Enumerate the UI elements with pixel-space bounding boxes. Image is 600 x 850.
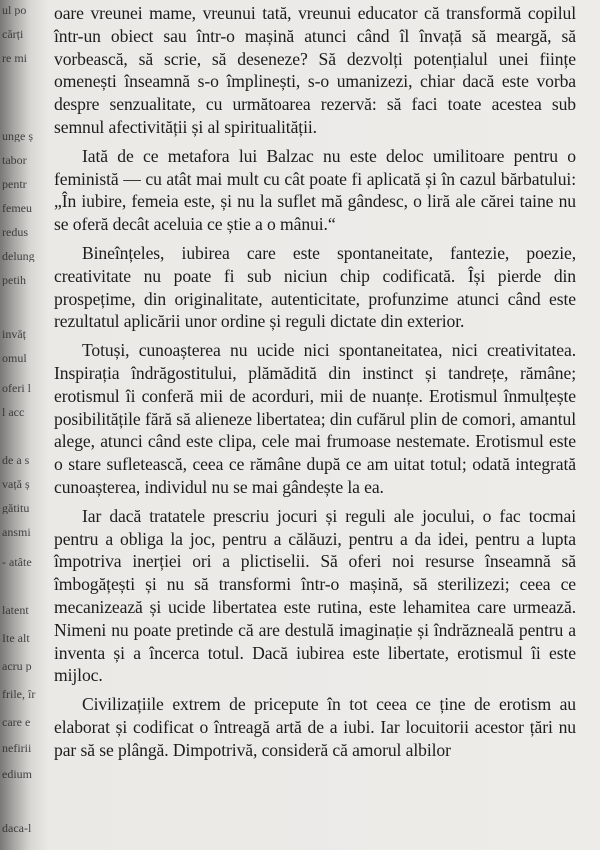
gutter-fragment: invăț	[2, 328, 26, 340]
gutter-fragment: l acc	[2, 406, 25, 418]
gutter-fragment: redus	[2, 226, 28, 238]
paragraph: Civilizațiile extrem de pricepute în tot ceea ce ține de erotism au elaborat și codificat o întreagă artă de a iubi. Iar locuitorii acestor țări nu par să se plângă. Dimpotrivă, consideră că amorul albilor	[54, 694, 576, 760]
gutter-fragment: nefirii	[2, 742, 32, 754]
gutter-fragment: edium	[2, 768, 32, 780]
gutter-fragment: re mi	[2, 52, 27, 64]
gutter-fragment: daca-l	[2, 822, 32, 834]
gutter-fragment: cărți	[2, 28, 24, 40]
gutter-fragment: - atâte	[2, 556, 32, 568]
gutter-fragment: latent	[2, 604, 29, 616]
facing-page-edge	[0, 0, 48, 850]
gutter-fragment: vață ș	[2, 478, 30, 490]
gutter-fragment: de a s	[2, 454, 30, 466]
gutter-fragment: oferi l	[2, 382, 31, 394]
gutter-fragment: ansmi	[2, 526, 31, 538]
gutter-fragment: pentr	[2, 178, 27, 190]
gutter-fragment: frile, îr	[2, 688, 36, 700]
gutter-fragment: petih	[2, 274, 26, 286]
paragraph: oare vreunei mame, vreunui tată, vreunui educator că transformă copilul într-un obiect sau într-o mașină atunci când îl învață să meargă, să vorbească, să scrie, să deseneze? Să dezvolți potențialul unei ființe omenești înseamnă s-o împlinești, s-o umanizezi, chiar dacă este vorba despre senzualitate, cu următoarea rezervă: să faci toate acestea sub semnul afectivității și al spiritualității.	[54, 3, 576, 137]
gutter-fragment: tabor	[2, 154, 27, 166]
gutter-fragment: care e	[2, 716, 31, 728]
gutter-fragment: femeu	[2, 202, 32, 214]
gutter-fragment: gătitu	[2, 502, 30, 514]
gutter-fragment: ul po	[2, 4, 27, 16]
gutter-fragment: omul	[2, 352, 27, 364]
body-text	[54, 2, 576, 768]
gutter-fragment: delung	[2, 250, 35, 262]
gutter-fragment: Ite alt	[2, 632, 30, 644]
paragraph: Iar dacă tratatele prescriu jocuri și reguli ale jocului, o fac tocmai pentru a obliga la joc, pentru a călăuzi, pentru a da idei, pentru a lupta împotriva inerției ori a plictiselii. Să oferi noi resurse înseamnă să îmbogățești și nu să transformi într-o mașină, să sterilizezi; ceea ce mecanizează și ucide libertatea este rutina, este lehamitea care urmează. Nimeni nu poate pretinde că are destulă imaginație și îndrăzneală pentru a inventa și a încerca totul. Dacă iubirea este libertate, erotismul îi este mijloc.	[54, 505, 576, 686]
gutter-fragment: unge ș	[2, 130, 33, 142]
paragraph: Bineînțeles, iubirea care este spontaneitate, fantezie, poezie, creativitate nu poate fi sub niciun chip codificată. Își pierde din prospețime, din originalitate, autenticitate, profunzime atunci când este rezultatul aplicării unor ordine și reguli dictate din exterior.	[54, 242, 576, 332]
paragraph: Iată de ce metafora lui Balzac nu este deloc umilitoare pentru o feministă — cu atât mai mult cu cât poate fi aplicată și în cazul bărbatului: „În iubire, femeia este, și nu la suflet mă gândesc, o liră ale cărei taine nu se oferă decât aceluia ce știe a o mânui.“	[54, 145, 576, 235]
paragraph: Totuși, cunoașterea nu ucide nici spontaneitatea, nici creativitatea. Inspirația îndrăgostitului, plămădită din instinct și tandrețe, rămâne; erotismul îi conferă mii de acorduri, mii de nuanțe. Erotismul înmulțește posibilitățile fără să alieneze libertatea; din cufărul plin de comori, amantul alege, atunci când este clipa, cele mai frumoase nestemate. Erotismul este o stare sufletească, ceea ce rămâne după ce am uitat totul; odată integrată cunoașterea, individul nu se mai gândește la ea.	[54, 340, 576, 497]
gutter-fragment: acru p	[2, 660, 32, 672]
